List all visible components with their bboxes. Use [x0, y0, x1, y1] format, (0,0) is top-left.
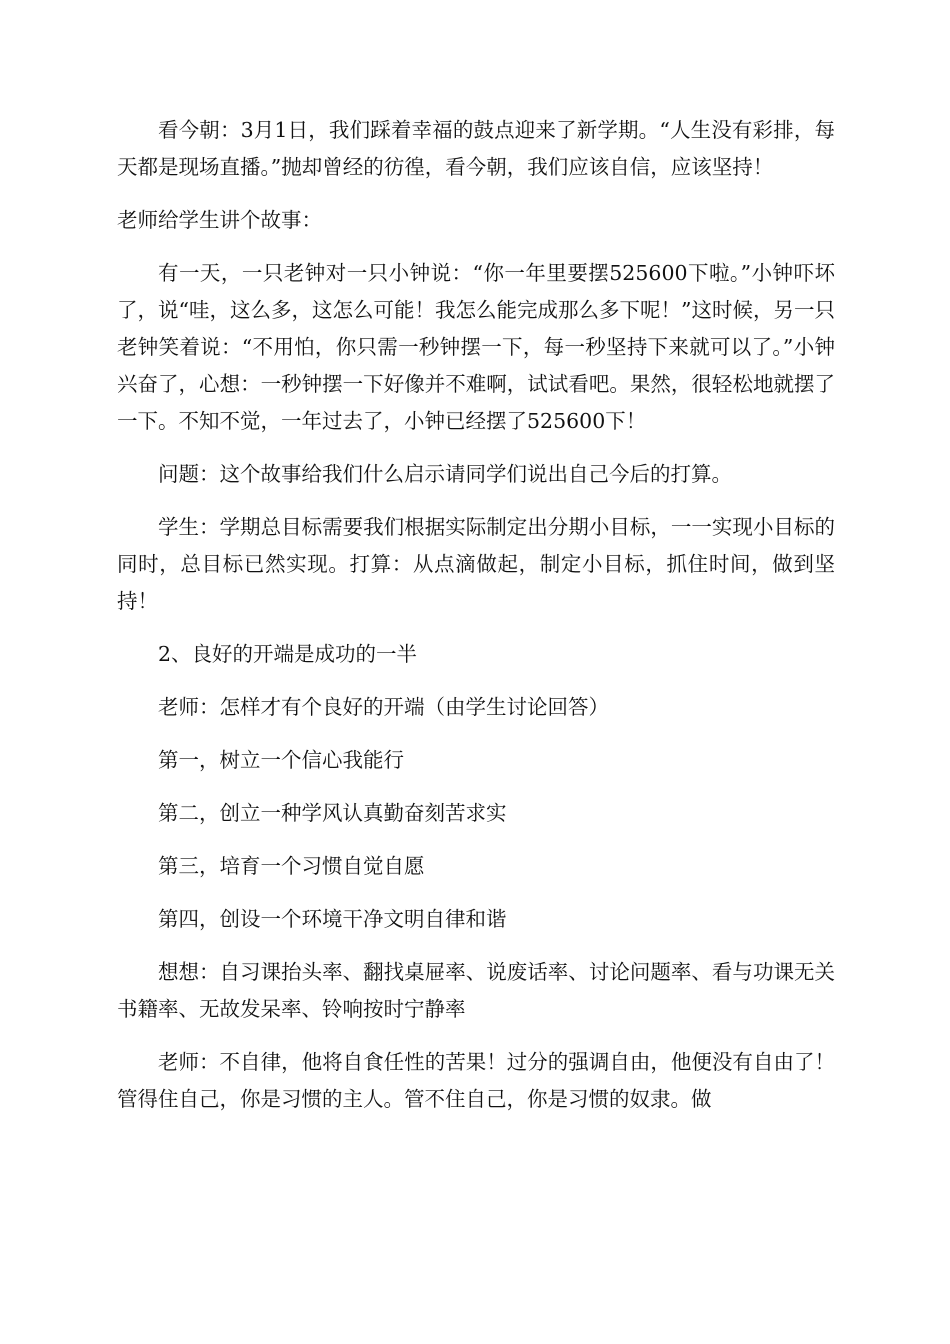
paragraph-teacher-conclusion: 老师：不自律，他将自食任性的苦果！过分的强调自由，他便没有自由了！管得住自己，你是习惯的主人。管不住自己，你是习惯的奴隶。做: [117, 1050, 835, 1111]
paragraph-student-answer: 学生：学期总目标需要我们根据实际制定出分期小目标，一一实现小目标的同时，总目标已然实现。打算：从点滴做起，制定小目标，抓住时间，做到坚持！: [117, 515, 835, 613]
paragraph-teacher-question: 老师：怎样才有个良好的开端（由学生讨论回答）: [158, 695, 609, 719]
paragraph-story-heading: 老师给学生讲个故事：: [117, 208, 322, 232]
list-item: 第一，树立一个信心我能行: [158, 748, 404, 772]
paragraph-question: 问题：这个故事给我们什么启示请同学们说出自己今后的打算。: [158, 462, 732, 486]
list-item: 第四，创设一个环境干净文明自律和谐: [158, 907, 507, 931]
list-item: 第二，创立一种学风认真勤奋刻苦求实: [158, 801, 507, 825]
document-body: [117, 112, 835, 1134]
paragraph-intro: 看今朝：3月1日，我们踩着幸福的鼓点迎来了新学期。“人生没有彩排，每天都是现场直播。”抛却曾经的彷徨，看今朝，我们应该自信，应该坚持！: [117, 118, 835, 179]
paragraph-story: 有一天，一只老钟对一只小钟说：“你一年里要摆525600下啦。”小钟吓坏了，说“哇，这么多，这怎么可能！我怎么能完成那么多下呢！”这时候，另一只老钟笑着说：“不用怕，你只需一秒钟摆一下，每一秒坚持下来就可以了。”小钟兴奋了，心想：一秒钟摆一下好像并不难啊，试试看吧。果然，很轻松地就摆了一下。不知不觉，一年过去了，小钟已经摆了525600下！: [117, 261, 835, 433]
paragraph-section-heading: 2、良好的开端是成功的一半: [158, 642, 418, 666]
list-item: 第三，培育一个习惯自觉自愿: [158, 854, 425, 878]
paragraph-reflection: 想想：自习课抬头率、翻找桌屉率、说废话率、讨论问题率、看与功课无关书籍率、无故发呆率、铃响按时宁静率: [117, 960, 835, 1021]
